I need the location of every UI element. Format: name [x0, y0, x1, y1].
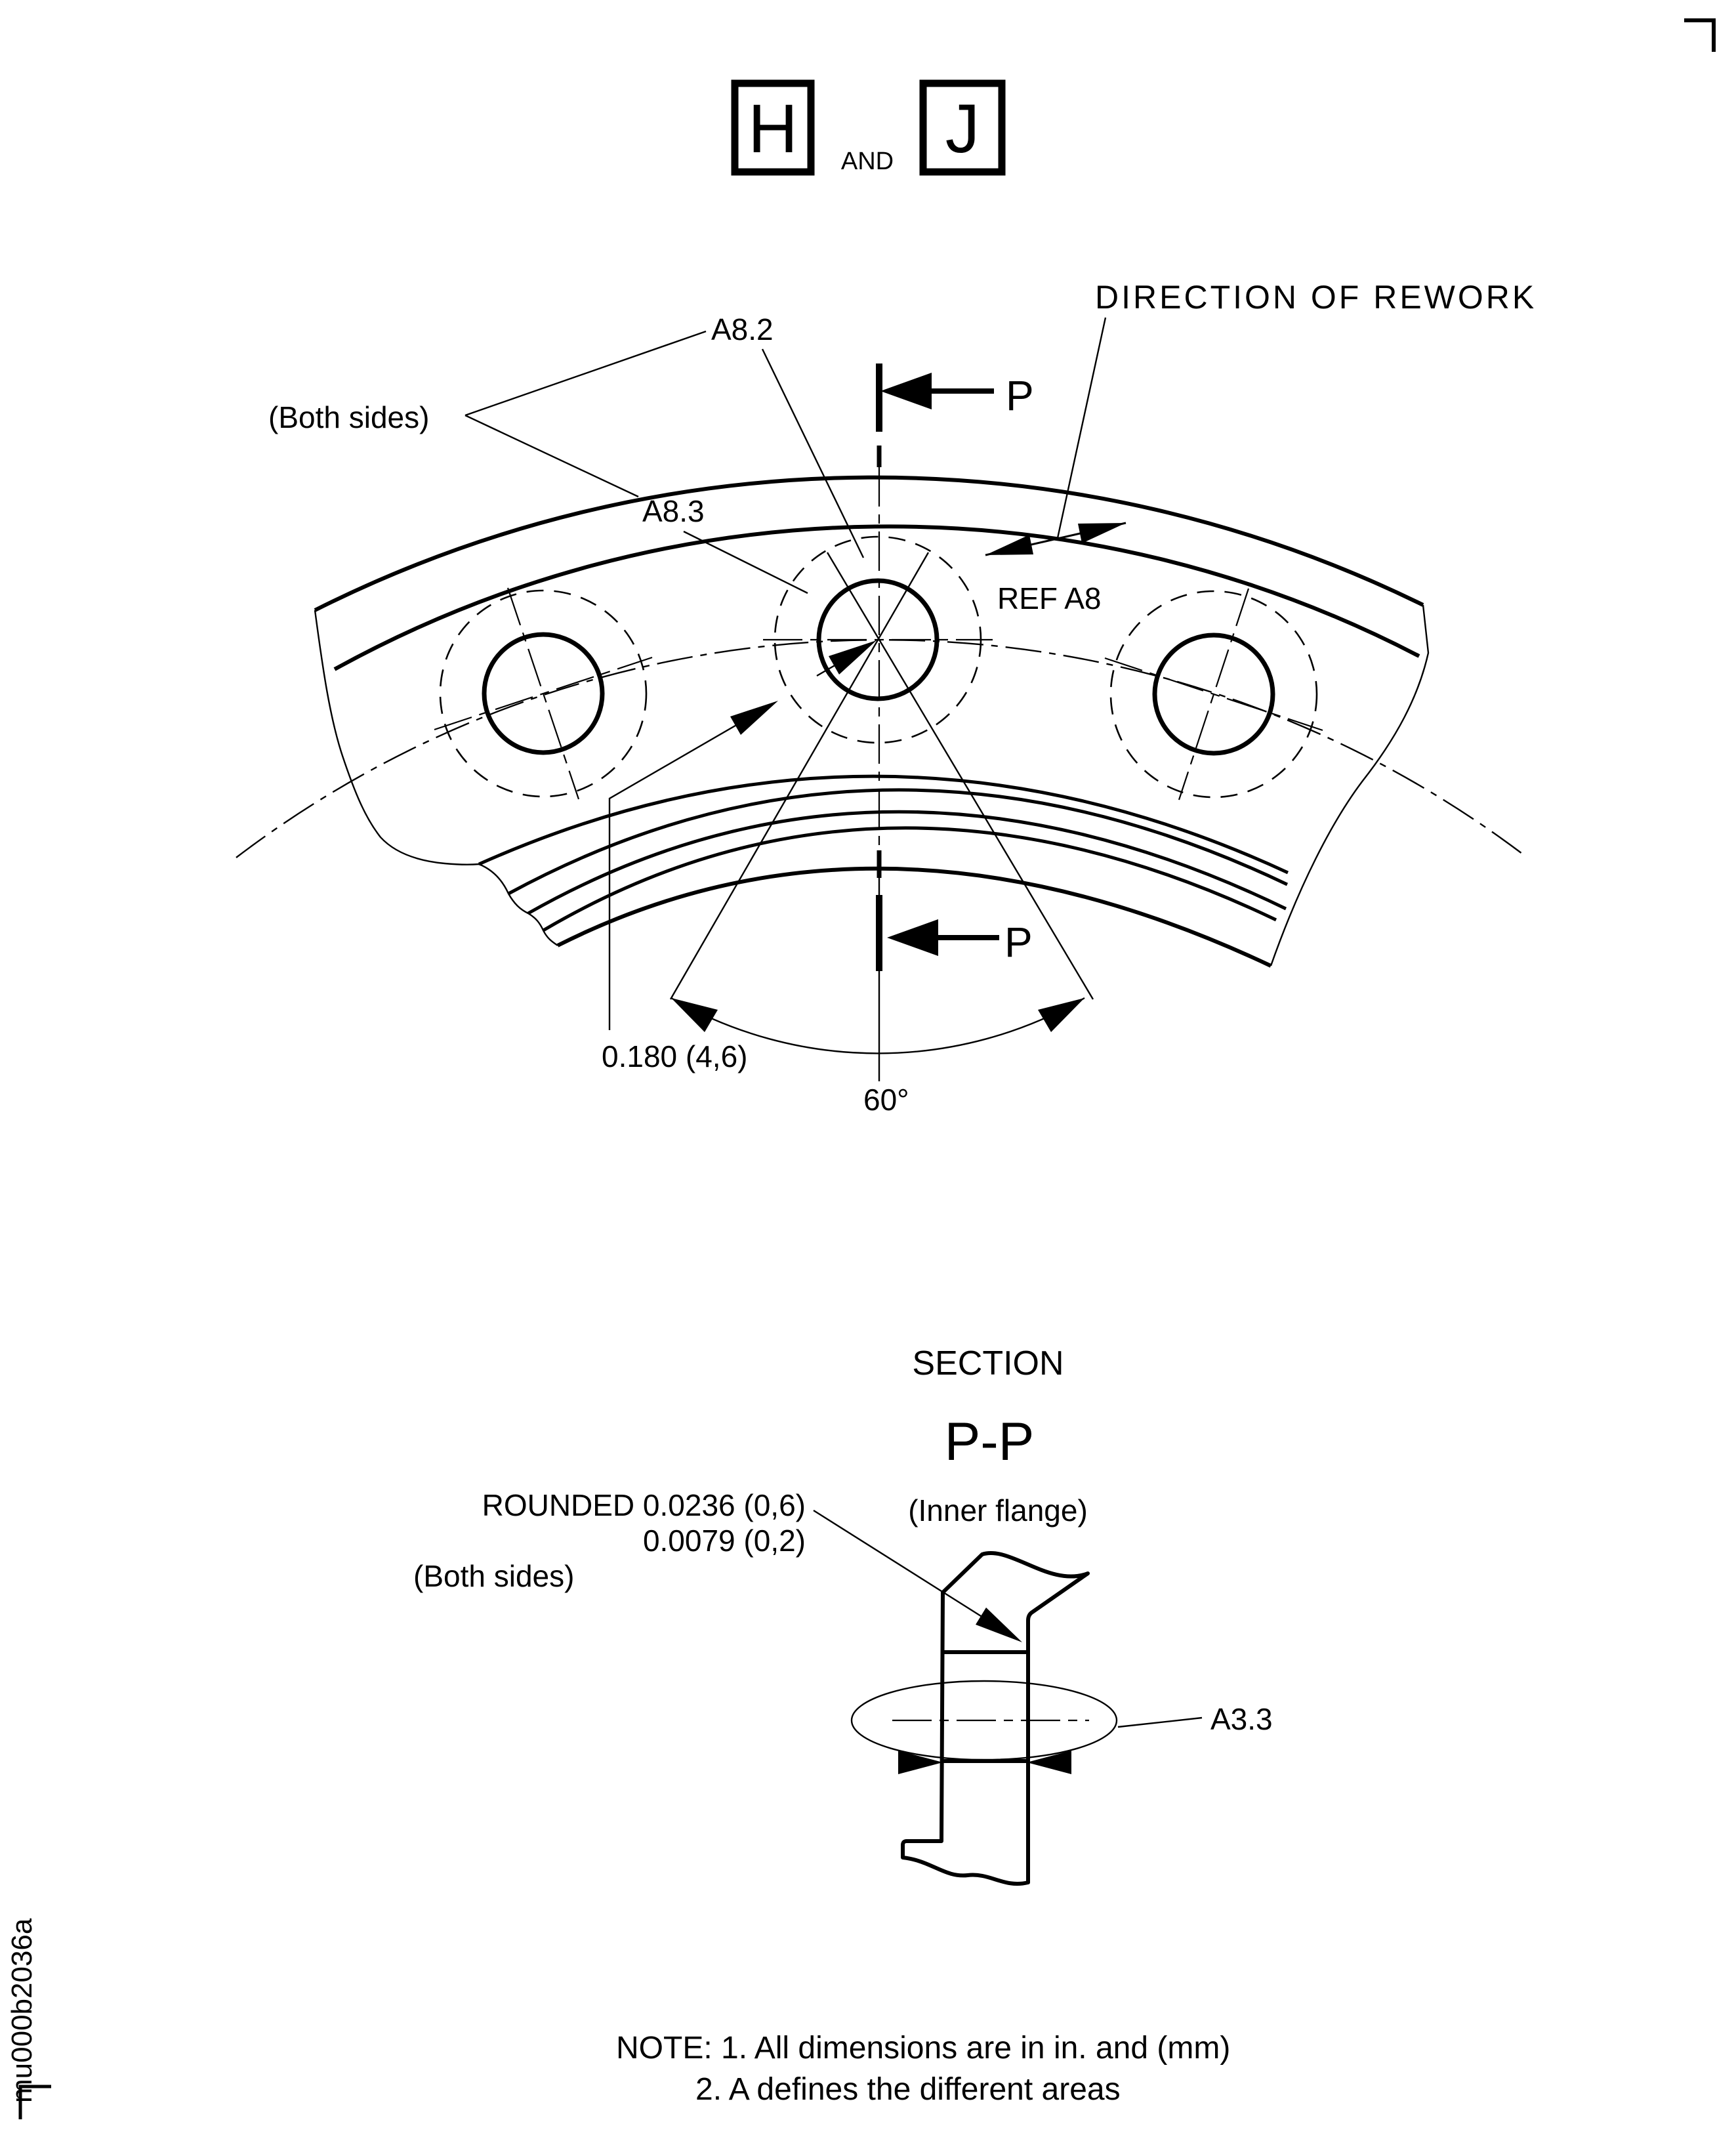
section-subtitle: (Inner flange)	[908, 1493, 1088, 1527]
section-pp-view	[413, 1344, 1273, 1884]
section-title: SECTION	[912, 1344, 1064, 1382]
right-cut-edge	[1271, 605, 1428, 966]
rework-arrow-left-icon	[985, 535, 1033, 555]
a3-3-label: A3.3	[1210, 1702, 1273, 1736]
note-line-2: 2. A defines the different areas	[695, 2072, 1121, 2107]
notes-block	[616, 2031, 1230, 2107]
step-arc-2	[508, 790, 1287, 894]
bottom-edge-arc	[558, 869, 1271, 966]
rounded-arrow-icon	[976, 1608, 1022, 1642]
right-hole-tangent-centerline	[1105, 658, 1323, 730]
step-dimension-leader	[610, 715, 754, 1030]
and-label: AND	[840, 148, 894, 175]
a3-3-leader	[1118, 1718, 1202, 1727]
header-areas	[735, 83, 1002, 175]
inner-rim-arc	[335, 526, 1419, 669]
section-profile-outline	[903, 1553, 1088, 1884]
a8-2-label: A8.2	[711, 312, 774, 346]
rework-width-arrow-left-icon	[898, 1751, 943, 1774]
note-line-1: NOTE: 1. All dimensions are in in. and (mm)	[616, 2031, 1231, 2066]
section-arrow-top-label: P	[1006, 372, 1034, 419]
direction-of-rework-label: DIRECTION OF REWORK	[1095, 279, 1537, 316]
area-j-label: J	[945, 91, 980, 167]
direction-of-rework-leader	[1058, 318, 1106, 538]
both-sides-leader-to-a82	[465, 331, 706, 415]
doc-code: mu000b2036a	[6, 1918, 38, 2103]
a8-3-label: A8.3	[642, 494, 705, 528]
section-arrow-bottom-icon	[887, 919, 938, 956]
rounded-label-line3: (Both sides)	[413, 1559, 575, 1593]
angle-arrow-right-icon	[1038, 998, 1085, 1032]
corner-mark-top-right	[1684, 20, 1714, 52]
both-sides-leader-to-a83	[465, 415, 638, 497]
a8-2-leader	[762, 349, 863, 558]
step-dimension-arrow-2-icon	[829, 640, 877, 675]
outer-rim-arc	[315, 478, 1423, 610]
rounded-label-line2: 0.0079 (0,2)	[642, 1524, 806, 1558]
rounded-label-line1: ROUNDED 0.0236 (0,6)	[482, 1488, 806, 1522]
angle-dimension-label: 60°	[863, 1083, 909, 1117]
area-h-label: H	[748, 91, 798, 167]
section-name: P-P	[944, 1412, 1035, 1472]
step-arc-4	[543, 828, 1276, 930]
step-dimension-arrow-1-icon	[730, 701, 778, 735]
flange-plan-view	[236, 279, 1537, 1117]
rework-arrow-right-icon	[1078, 523, 1126, 543]
section-arrow-bottom-label: P	[1004, 919, 1033, 966]
left-hole-tangent-centerline	[434, 657, 652, 730]
a8-3-leader	[684, 531, 808, 593]
section-arrow-top-icon	[880, 373, 932, 409]
both-sides-label: (Both sides)	[268, 400, 430, 434]
ref-a8-label: REF A8	[997, 581, 1102, 615]
step-dimension-label: 0.180 (4,6)	[602, 1039, 748, 1073]
angle-arrow-left-icon	[671, 998, 718, 1032]
